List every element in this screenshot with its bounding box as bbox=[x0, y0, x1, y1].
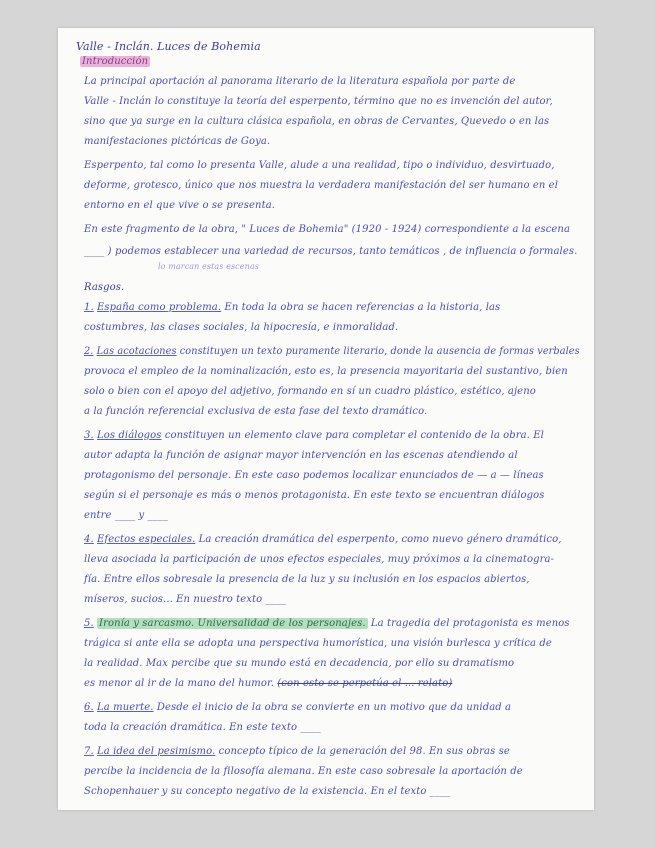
item-text: constituyen un texto puramente literario, donde la ausencia de formas verbales bbox=[176, 346, 580, 357]
intro-line: manifestaciones pictóricas de Goya. bbox=[84, 136, 271, 147]
item-text: según si el personaje es más o menos protagonista. En este texto se encuentran diálogos bbox=[84, 490, 545, 501]
item-text: la realidad. Max percibe que su mundo está en decadencia, por ello su dramatismo bbox=[84, 658, 515, 669]
item-title: Ironía y sarcasmo. Universalidad de los personajes. bbox=[99, 618, 366, 629]
fragment-line: ____ ) podemos establecer una variedad de recursos, tanto temáticos , de influencia o formales. bbox=[84, 246, 578, 257]
item-text: trágica si ante ella se adopta una perspectiva humorística, una visión burlesca y crítica de bbox=[84, 638, 552, 649]
item-number: 3. bbox=[84, 430, 94, 441]
item-text: solo o bien con el apoyo del adjetivo, formando en sí un cuadro plástico, estético, ajeno bbox=[84, 386, 536, 397]
item-text: La tragedia del protagonista es menos bbox=[367, 618, 570, 629]
item-number: 4. bbox=[84, 534, 94, 545]
item-title: Los diálogos bbox=[97, 430, 162, 441]
item-text: es menor al ir de la mano del humor. bbox=[84, 678, 275, 689]
notebook-page bbox=[58, 28, 594, 810]
item-text: protagonismo del personaje. En este caso podemos localizar enunciados de — a — líneas bbox=[84, 470, 544, 481]
rasgos-heading: Rasgos. bbox=[84, 282, 125, 293]
list-item bbox=[84, 430, 544, 441]
item-text: Desde el inicio de la obra se convierte en un motivo que da unidad a bbox=[153, 702, 512, 713]
item-text: provoca el empleo de la nominalización, esto es, la presencia mayoritaria del sustantivo, bien bbox=[84, 366, 568, 377]
item-text: Schopenhauer y su concepto negativo de la existencia. En el texto ____ bbox=[84, 786, 451, 797]
list-item bbox=[84, 746, 510, 757]
item-text: La creación dramática del esperpento, como nuevo género dramático, bbox=[195, 534, 562, 545]
intro-heading: Introducción bbox=[82, 56, 149, 67]
item-text: costumbres, las clases sociales, la hipocresía, e inmoralidad. bbox=[84, 322, 399, 333]
list-item bbox=[84, 678, 452, 689]
item-text: lleva asociada la participación de unos efectos especiales, muy próximos a la cinematogra- bbox=[84, 554, 555, 565]
item-title: Efectos especiales. bbox=[97, 534, 196, 545]
fragment-line: En este fragmento de la obra, " Luces de Bohemia" (1920 - 1924) correspondiente a la escena bbox=[84, 224, 571, 235]
item-number: 7. bbox=[84, 746, 94, 757]
item-text: constituyen un elemento clave para completar el contenido de la obra. El bbox=[161, 430, 544, 441]
fragment-note: lo marcan estas escenas bbox=[158, 262, 259, 271]
esperpento-line: deforme, grotesco, único que nos muestra la verdadera manifestación del ser humano en el bbox=[84, 180, 558, 191]
intro-line: La principal aportación al panorama literario de la literatura española por parte de bbox=[84, 76, 516, 87]
item-text: entre ____ y ____ bbox=[84, 510, 168, 521]
page-header: Valle - Inclán. Luces de Bohemia bbox=[76, 40, 261, 53]
list-item bbox=[84, 534, 561, 545]
esperpento-line: Esperpento, tal como lo presenta Valle, alude a una realidad, tipo o individuo, desvirtuado, bbox=[84, 160, 555, 171]
list-item bbox=[84, 618, 570, 629]
item-text: concepto típico de la generación del 98. En sus obras se bbox=[215, 746, 510, 757]
item-number: 2. bbox=[84, 346, 94, 357]
list-item bbox=[84, 302, 500, 313]
item-text: percibe la incidencia de la filosofía alemana. En este caso sobresale la aportación de bbox=[84, 766, 523, 777]
crossed-out-text: (con esto se perpetúa el ... relato) bbox=[277, 678, 453, 689]
list-item bbox=[84, 702, 511, 713]
item-number: 5. bbox=[84, 618, 94, 629]
item-title: Las acotaciones bbox=[96, 346, 177, 357]
list-item bbox=[84, 346, 580, 357]
esperpento-line: entorno en el que vive o se presenta. bbox=[84, 200, 276, 211]
intro-line: Valle - Inclán lo constituye la teoría del esperpento, término que no es invención del autor, bbox=[84, 96, 553, 107]
item-text: En toda la obra se hacen referencias a la historia, las bbox=[221, 302, 501, 313]
item-title: La idea del pesimismo. bbox=[97, 746, 216, 757]
item-text: míseros, sucios... En nuestro texto ____ bbox=[84, 594, 286, 605]
item-text: a la función referencial exclusiva de esta fase del texto dramático. bbox=[84, 406, 428, 417]
item-number: 6. bbox=[84, 702, 94, 713]
item-text: toda la creación dramática. En este texto ____ bbox=[84, 722, 321, 733]
item-title: La muerte. bbox=[97, 702, 154, 713]
item-title: España como problema. bbox=[97, 302, 222, 313]
item-text: autor adapta la función de asignar mayor intervención en las escenas atendiendo al bbox=[84, 450, 518, 461]
intro-line: sino que ya surge en la cultura clásica española, en obras de Cervantes, Quevedo o en las bbox=[84, 116, 550, 127]
item-text: fía. Entre ellos sobresale la presencia de la luz y su inclusión en los espacios abiertos, bbox=[84, 574, 530, 585]
item-number: 1. bbox=[84, 302, 94, 313]
